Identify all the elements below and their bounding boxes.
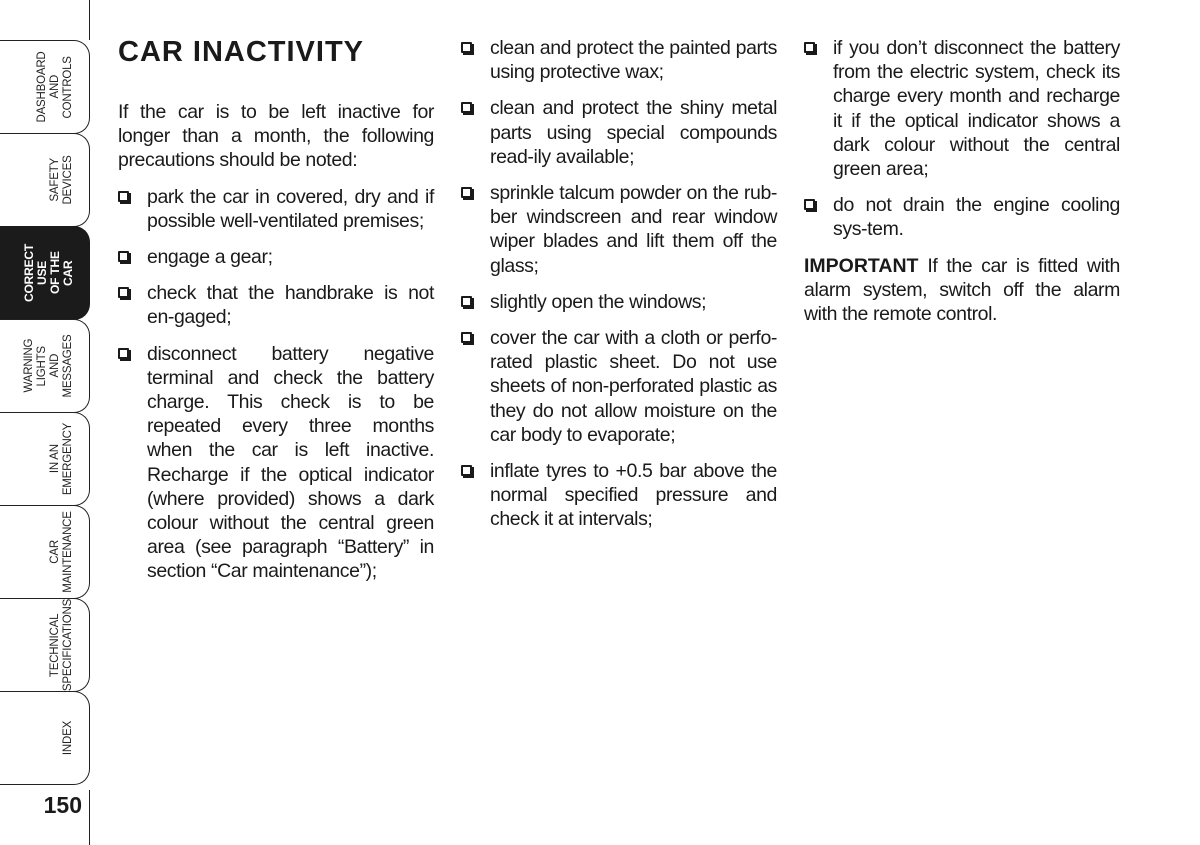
list-item bbox=[461, 459, 777, 532]
list-item-text: check that the handbrake is not en-gaged; bbox=[147, 282, 434, 329]
checkbox-bullet-icon bbox=[461, 296, 472, 307]
checkbox-bullet-icon bbox=[461, 465, 472, 476]
tab-rule bbox=[89, 0, 90, 40]
list-item-text: slightly open the windows; bbox=[490, 290, 707, 313]
page-title: CAR INACTIVITY bbox=[118, 36, 364, 68]
precautions-list-3 bbox=[804, 36, 1120, 242]
checkbox-bullet-icon bbox=[461, 102, 472, 113]
list-item bbox=[461, 181, 777, 278]
chapter-tabs bbox=[0, 0, 92, 845]
tab-in-an-emergency[interactable] bbox=[0, 412, 90, 506]
important-text: If the car is fitted with alarm system, switch off the alarm with the remote control. bbox=[804, 254, 1120, 326]
checkbox-bullet-icon bbox=[461, 42, 472, 53]
tab-label: INDEX bbox=[62, 720, 74, 756]
list-item bbox=[461, 290, 777, 314]
list-item bbox=[118, 342, 434, 584]
list-item-text: disconnect battery negative terminal and check the battery charge. This check is to be repeated every three months when the car is left inactive. Recharge if the optical indicator (where provided) shows a dark colour without the central green area (see paragraph “Battery” in section “Car maintenance”); bbox=[147, 342, 434, 583]
list-item bbox=[461, 326, 777, 447]
checkbox-bullet-icon bbox=[118, 251, 129, 262]
checkbox-bullet-icon bbox=[461, 187, 472, 198]
important-note bbox=[804, 254, 1120, 327]
checkbox-bullet-icon bbox=[461, 332, 472, 343]
tab-label: WARNING LIGHTS AND MESSAGES bbox=[23, 334, 74, 398]
tab-index[interactable] bbox=[0, 691, 90, 785]
list-item-text: park the car in covered, dry and if possible well-ventilated premises; bbox=[147, 185, 434, 232]
list-item-text: clean and protect the painted parts using protective wax; bbox=[490, 37, 777, 84]
list-item-text: clean and protect the shiny metal parts using special compounds read-ily available; bbox=[490, 97, 777, 168]
tab-correct-use-of-the-car[interactable] bbox=[0, 226, 90, 320]
tab-dashboard-and-controls[interactable] bbox=[0, 40, 90, 134]
column-1 bbox=[118, 36, 434, 596]
list-item bbox=[461, 96, 777, 169]
checkbox-bullet-icon bbox=[118, 287, 129, 298]
list-item bbox=[118, 281, 434, 329]
list-item bbox=[804, 36, 1120, 181]
checkbox-bullet-icon bbox=[804, 42, 815, 53]
list-item-text: cover the car with a cloth or perfo-rated plastic sheet. Do not use sheets of non-perforated plastic as they do not allow moisture on the car body to evaporate; bbox=[490, 327, 777, 446]
list-item-text: inflate tyres to +0.5 bar above the normal specified pressure and check it at intervals; bbox=[490, 460, 777, 531]
tab-car-maintenance[interactable] bbox=[0, 505, 90, 599]
checkbox-bullet-icon bbox=[118, 191, 129, 202]
tab-warning-lights-and-messages[interactable] bbox=[0, 319, 90, 413]
tab-label: SAFETY DEVICES bbox=[49, 155, 74, 205]
tab-label: CORRECT USE OF THE CAR bbox=[22, 244, 75, 302]
page-number-rule bbox=[89, 790, 90, 845]
list-item-text: engage a gear; bbox=[147, 246, 273, 269]
precautions-list-1 bbox=[118, 185, 434, 584]
precautions-list-2 bbox=[461, 36, 777, 532]
tab-technical-specifications[interactable] bbox=[0, 598, 90, 692]
page-number: 150 bbox=[43, 792, 82, 818]
list-item-text: sprinkle talcum powder on the rub-ber windscreen and rear window wiper blades and lift them off the glass; bbox=[490, 182, 777, 277]
checkbox-bullet-icon bbox=[118, 348, 129, 359]
tab-label: DASHBOARD AND CONTROLS bbox=[36, 51, 74, 123]
list-item bbox=[118, 185, 434, 233]
list-item bbox=[118, 245, 434, 269]
list-item-text: if you don’t disconnect the battery from the electric system, check its charge every month and recharge it if the optical indicator shows a dark colour without the central green area; bbox=[833, 37, 1120, 181]
tab-safety-devices[interactable] bbox=[0, 133, 90, 227]
list-item-text: do not drain the engine cooling sys-tem. bbox=[833, 194, 1120, 241]
column-3 bbox=[804, 36, 1120, 338]
intro-paragraph: If the car is to be left inactive for longer than a month, the following precautions should be noted: bbox=[118, 101, 434, 172]
tab-label: TECHNICAL SPECIFICATIONS bbox=[49, 598, 74, 692]
column-2 bbox=[461, 36, 777, 544]
tab-label: CAR MAINTENANCE bbox=[49, 511, 74, 593]
important-label: IMPORTANT bbox=[804, 254, 919, 277]
tab-label: IN AN EMERGENCY bbox=[49, 422, 74, 496]
list-item bbox=[804, 193, 1120, 241]
list-item bbox=[461, 36, 777, 84]
checkbox-bullet-icon bbox=[804, 199, 815, 210]
